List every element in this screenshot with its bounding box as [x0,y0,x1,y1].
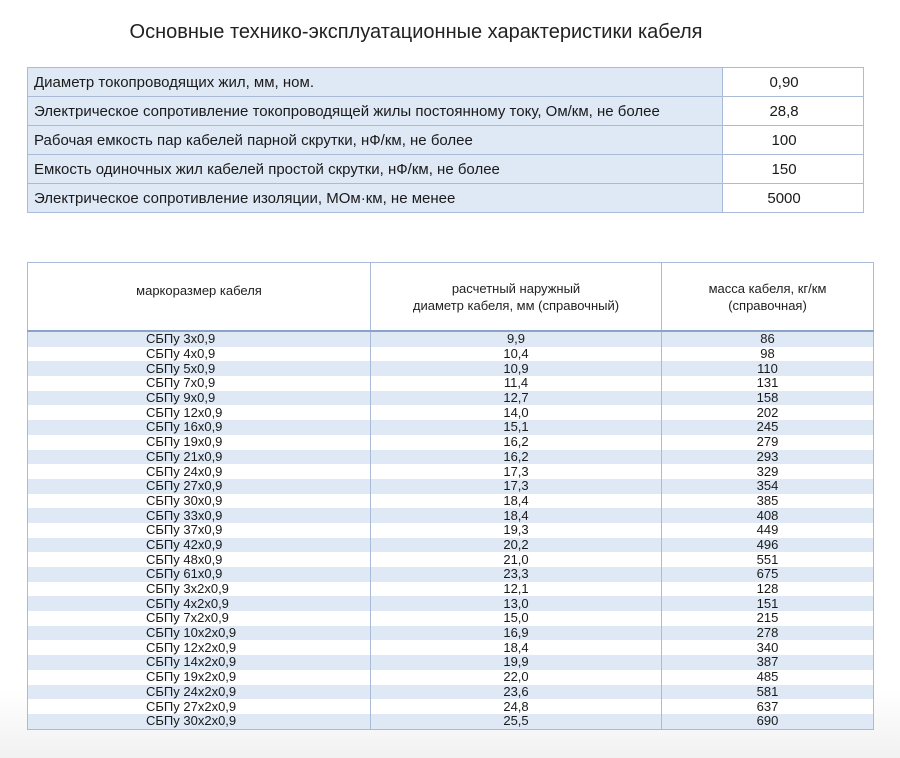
cable-diameter: 23,3 [371,567,662,582]
cable-mark: СБПу 21х0,9 [28,450,371,465]
cable-mark: СБПу 3х0,9 [28,331,371,347]
cable-diameter: 17,3 [371,479,662,494]
spec-row [28,68,864,97]
cable-diameter: 15,1 [371,420,662,435]
cable-diameter: 12,7 [371,391,662,406]
table-row [28,611,874,626]
cable-mass: 385 [662,494,874,509]
spec-value: 150 [723,155,864,184]
table-row [28,582,874,597]
cable-mass: 581 [662,685,874,700]
table-row [28,361,874,376]
cable-mark: СБПу 33х0,9 [28,508,371,523]
cable-mass: 202 [662,405,874,420]
cable-diameter: 21,0 [371,552,662,567]
cable-mass: 340 [662,640,874,655]
cable-mark: СБПу 4х2х0,9 [28,596,371,611]
cable-mark: СБПу 10х2х0,9 [28,626,371,641]
cable-mass: 675 [662,567,874,582]
cable-mass: 449 [662,523,874,538]
header-mark-label: маркоразмер кабеля [136,282,262,298]
spec-value: 5000 [723,184,864,213]
specs-table [27,67,864,213]
table-row [28,640,874,655]
cable-mark: СБПу 9х0,9 [28,391,371,406]
cable-mass: 279 [662,435,874,450]
cable-mark: СБПу 61х0,9 [28,567,371,582]
table-row [28,450,874,465]
table-row [28,405,874,420]
spec-name: Электрическое сопротивление изоляции, МОм·км, не менее [28,184,723,213]
table-row [28,479,874,494]
spec-row [28,126,864,155]
cable-mass: 110 [662,361,874,376]
header-mass-line1: масса кабеля, кг/км [708,280,827,296]
cable-mass: 551 [662,552,874,567]
table-row [28,347,874,362]
cable-mass: 128 [662,582,874,597]
table-row [28,626,874,641]
table-row [28,420,874,435]
spec-name: Емкость одиночных жил кабелей простой скрутки, нФ/км, не более [28,155,723,184]
spec-row [28,155,864,184]
cable-mark: СБПу 16х0,9 [28,420,371,435]
table-row [28,655,874,670]
cable-mark: СБПу 12х0,9 [28,405,371,420]
cable-mark: СБПу 48х0,9 [28,552,371,567]
header-diameter [371,263,662,332]
table-row [28,523,874,538]
cable-mass: 354 [662,479,874,494]
cable-mark: СБПу 7х0,9 [28,376,371,391]
cable-mass: 408 [662,508,874,523]
spec-value: 100 [723,126,864,155]
cable-mark: СБПу 30х0,9 [28,494,371,509]
cable-mark: СБПу 30х2х0,9 [28,714,371,729]
cable-mark: СБПу 19х0,9 [28,435,371,450]
table-row [28,464,874,479]
cable-mark: СБПу 27х0,9 [28,479,371,494]
cable-mark: СБПу 24х2х0,9 [28,685,371,700]
spec-row [28,97,864,126]
header-mass-line2: (справочная) [728,297,807,313]
cable-mark: СБПу 27х2х0,9 [28,699,371,714]
table-row [28,538,874,553]
header-mass [662,263,874,332]
table-row [28,391,874,406]
cable-mark: СБПу 7х2х0,9 [28,611,371,626]
table-row [28,714,874,729]
cable-mass: 329 [662,464,874,479]
cable-diameter: 17,3 [371,464,662,479]
cable-diameter: 13,0 [371,596,662,611]
table-row [28,670,874,685]
cable-diameter: 18,4 [371,508,662,523]
spec-value: 0,90 [723,68,864,97]
cable-mass: 278 [662,626,874,641]
cable-diameter: 22,0 [371,670,662,685]
cable-diameter: 16,9 [371,626,662,641]
cable-diameter: 19,9 [371,655,662,670]
header-diameter-line1: расчетный наружный [451,280,581,296]
spec-name: Рабочая емкость пар кабелей парной скрутки, нФ/км, не более [28,126,723,155]
cable-mass: 245 [662,420,874,435]
table-row [28,376,874,391]
cable-diameter: 10,4 [371,347,662,362]
spec-name: Электрическое сопротивление токопроводящей жилы постоянному току, Ом/км, не более [28,97,723,126]
cable-table [27,262,874,730]
cable-mass: 131 [662,376,874,391]
table-row [28,331,874,347]
cable-mass: 158 [662,391,874,406]
table-row [28,596,874,611]
cable-mass: 293 [662,450,874,465]
cable-diameter: 15,0 [371,611,662,626]
cable-mark: СБПу 19х2х0,9 [28,670,371,685]
cable-diameter: 19,3 [371,523,662,538]
cable-mark: СБПу 5х0,9 [28,361,371,376]
cable-mass: 86 [662,331,874,347]
table-row [28,508,874,523]
cable-diameter: 20,2 [371,538,662,553]
page-title: Основные технико-эксплуатационные характеристики кабеля [129,21,703,43]
cable-diameter: 14,0 [371,405,662,420]
cable-mark: СБПу 42х0,9 [28,538,371,553]
cable-table-header [28,263,874,332]
table-row [28,435,874,450]
header-diameter-line2: диаметр кабеля, мм (справочный) [412,297,620,313]
cable-mark: СБПу 14х2х0,9 [28,655,371,670]
cable-diameter: 10,9 [371,361,662,376]
cable-mark: СБПу 3х2х0,9 [28,582,371,597]
cable-diameter: 24,8 [371,699,662,714]
header-mark [28,263,371,332]
table-row [28,699,874,714]
table-row [28,552,874,567]
cable-mass: 151 [662,596,874,611]
cable-diameter: 18,4 [371,640,662,655]
cable-mass: 637 [662,699,874,714]
cable-mark: СБПу 24х0,9 [28,464,371,479]
cable-mass: 690 [662,714,874,729]
table-row [28,494,874,509]
cable-diameter: 16,2 [371,450,662,465]
cable-mark: СБПу 37х0,9 [28,523,371,538]
cable-diameter: 16,2 [371,435,662,450]
cable-mass: 215 [662,611,874,626]
cable-mark: СБПу 4х0,9 [28,347,371,362]
table-row [28,567,874,582]
cable-mark: СБПу 12х2х0,9 [28,640,371,655]
cable-diameter: 11,4 [371,376,662,391]
cable-diameter: 18,4 [371,494,662,509]
spec-row [28,184,864,213]
cable-mass: 98 [662,347,874,362]
cable-mass: 387 [662,655,874,670]
cable-diameter: 25,5 [371,714,662,729]
cable-diameter: 12,1 [371,582,662,597]
cable-mass: 496 [662,538,874,553]
spec-value: 28,8 [723,97,864,126]
cable-mass: 485 [662,670,874,685]
spec-name: Диаметр токопроводящих жил, мм, ном. [28,68,723,97]
cable-diameter: 23,6 [371,685,662,700]
cable-diameter: 9,9 [371,331,662,347]
table-row [28,685,874,700]
